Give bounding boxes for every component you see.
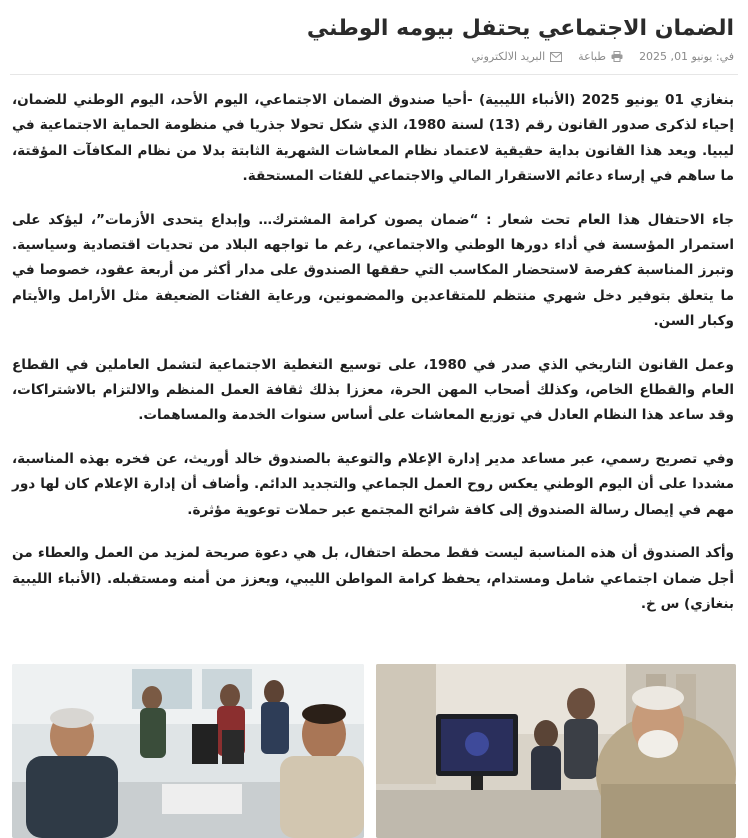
print-label: طباعة <box>578 50 607 63</box>
date-text: في: يونيو 01, 2025 <box>639 50 734 63</box>
article-title: الضمان الاجتماعي يحتفل بيومه الوطني <box>306 16 734 41</box>
envelope-icon <box>550 52 562 62</box>
article-meta <box>471 50 734 63</box>
article-date <box>639 50 734 63</box>
article-paragraph-5: وأكد الصندوق أن هذه المناسبة ليست فقط محطة احتفال، بل هي دعوة صريحة لمزيد من العمل والعطاء من أجل ضمان اجتماعي شامل ومستدام، يحفظ كرامة المواطن الليبي، ويعزز من أمنه ومستقبله. (الأنباء الليبية بنغازي) س خ. <box>12 545 734 612</box>
article-paragraph-2: جاء الاحتفال هذا العام تحت شعار : “ضمان يصون كرامة المشترك… وإبداع يتحدى الأزمات”، ليؤكد على استمرار المؤسسة في أداء دورها الوطني والاجتماعي، رغم ما تواجهه البلاد من تحديات اقتصادية وسياسية. وتبرز المناسبة كفرصة لاستحضار المكاسب التي حققها الصندوق على مدار أكثر من أربعة عقود، خصوصا في ما يتعلق بتوفير دخل شهري منتظم للمتقاعدين والمضمونين، ورعاية الفئات الضعيفة مثل الأرامل والأيتام وكبار السن. <box>12 211 734 330</box>
photo-elderly-man-at-computer[interactable] <box>376 664 736 838</box>
photo-office-counter[interactable] <box>12 664 364 838</box>
email-label: البريد الالكتروني <box>471 50 546 63</box>
photo-gallery <box>12 664 736 838</box>
divider <box>10 74 738 75</box>
email-link[interactable] <box>471 50 562 63</box>
printer-icon <box>611 51 623 62</box>
article-body <box>12 88 734 635</box>
article-paragraph-1: بنغازي 01 يونيو 2025 (الأنباء الليبية) -أحيا صندوق الضمان الاجتماعي، اليوم الأحد، اليوم الوطني للضمان، إحياء لذكرى صدور القانون رقم (13) لسنة 1980، الذي شكل تحولا جذريا في منظومة الحماية الاجتماعية في ليبيا. ويعد هذا القانون بداية حقيقية لاعتماد نظام المعاشات الشهرية الثابتة بدلا من نظام المكافآت المؤقتة، ما ساهم في إرساء دعائم الاستقرار المالي والاجتماعي للفئات المستحقة. <box>12 92 734 185</box>
print-link[interactable] <box>578 50 623 63</box>
article-paragraph-3: وعمل القانون التاريخي الذي صدر في 1980، على توسيع التغطية الاجتماعية لتشمل العاملين في القطاع العام والقطاع الخاص، وكذلك أصحاب المهن الحرة، معززا بذلك ثقافة العمل المنظم والالتزام بالاشتراكات، وقد ساعد هذا النظام العادل في توزيع المعاشات على أساس سنوات الخدمة والمساهمات. <box>12 356 734 424</box>
article-paragraph-4: وفي تصريح رسمي، عبر مساعد مدير إدارة الإعلام والتوعية بالصندوق خالد أوريث، عن فخره بهذه المناسبة، مشددا على أن اليوم الوطني يعكس روح العمل الجماعي والتجديد الدائم. وأضاف أن إدارة الإعلام كان لها دور مهم في إيصال رسالة الصندوق إلى كافة شرائح المجتمع عبر حملات توعوية مؤثرة. <box>12 450 734 518</box>
